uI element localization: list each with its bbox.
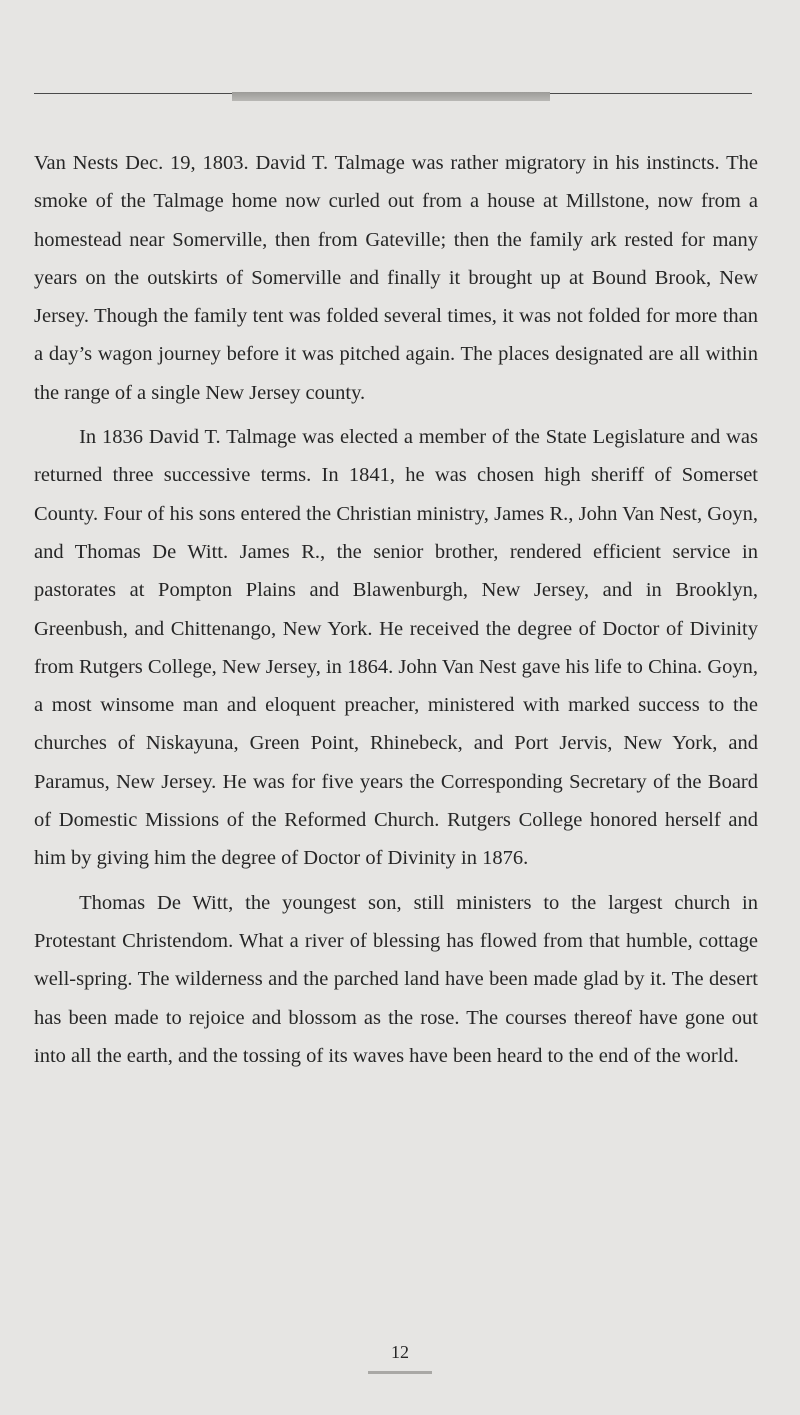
paragraph-3: Thomas De Witt, the youngest son, still ministers to the largest church in Protestant Christendom. What a river of blessing has flowed from that humble, cottage well-spring. The wilderness and the parched land have been made glad by it. The desert has been made to rejoice and blossom as the rose. The courses thereof have gone out into all the earth, and the tossing of its waves have been heard to the end of the world. bbox=[34, 891, 758, 1067]
page-number: 12 bbox=[391, 1342, 409, 1362]
paragraph-2: In 1836 David T. Talmage was elected a member of the State Legislature and was returned three successive terms. In 1841, he was chosen high sheriff of Somerset County. Four of his sons entered the Christian ministry, James R., John Van Nest, Goyn, and Thomas De Witt. James R., the senior brother, rendered efficient service in pastorates at Pompton Plains and Blawenburgh, New Jersey, and in Brooklyn, Greenbush, and Chittenango, New York. He received the degree of Doctor of Divinity from Rutgers College, New Jersey, in 1864. John Van Nest gave his life to China. Goyn, a most winsome man and eloquent preacher, ministered with marked success to the churches of Niskayuna, Green Point, Rhinebeck, and Port Jervis, New York, and Paramus, New Jersey. He was for five years the Corresponding Secretary of the Board of Domestic Missions of the Reformed Church. Rutgers College honored herself and him by giving him the degree of Doctor of Divinity in 1876. bbox=[34, 426, 758, 870]
body-text bbox=[34, 144, 758, 1075]
paragraph-1: Van Nests Dec. 19, 1803. David T. Talmage was rather migratory in his instincts. The smoke of the Talmage home now curled out from a house at Millstone, now from a homestead near Somerville, then from Gateville; then the family ark rested for many years on the outskirts of Somerville and finally it brought up at Bound Brook, New Jersey. Though the family tent was folded several times, it was not folded for more than a day’s wagon journey before it was pitched again. The places designated are all within the range of a single New Jersey county. bbox=[34, 152, 758, 404]
page-number-underline bbox=[368, 1371, 432, 1374]
header-accent-bar bbox=[232, 92, 550, 101]
